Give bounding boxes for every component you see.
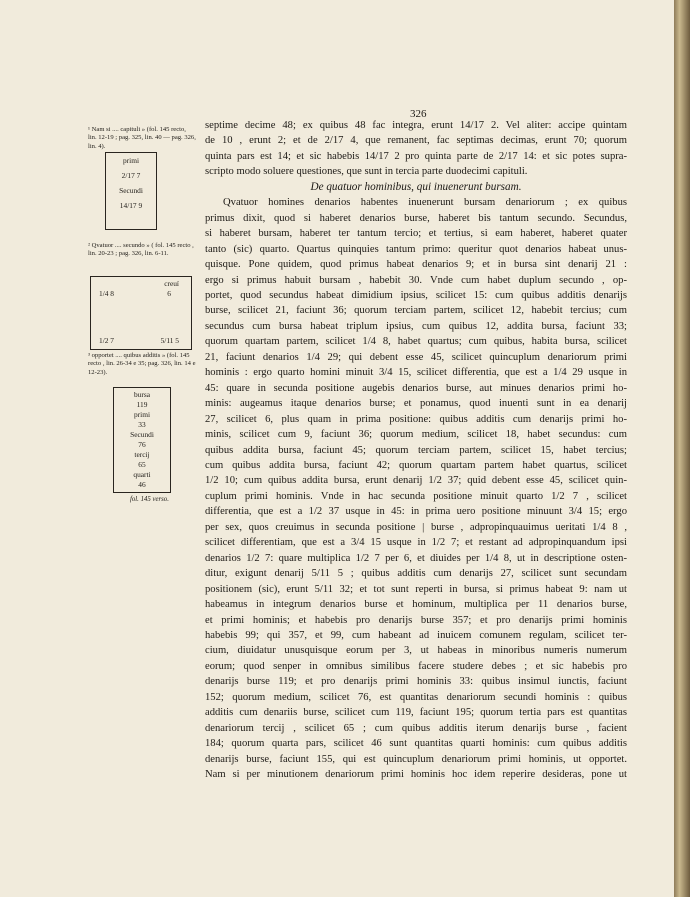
text-line: de 10 , erunt 2; et de 2/17 4, que remanent, fac septimas decimas, erunt 70; quorum xyxy=(205,135,627,147)
text-line: hominis : ergo quarto homini minuit 3/4 15, scilicet differentia, que est a 1/4 29 usque in xyxy=(205,367,627,379)
figure-caption: fol. 145 verso. xyxy=(130,496,169,503)
text-line: secundus cum bursa habeat triplum ipsius, cum quibus 12, addita bursa, faciunt 33; xyxy=(205,320,627,332)
text-line: per sex, quos creuimus in secunda positione | burse , adpropinquauimus ueritati 1/4 8 , xyxy=(205,521,627,533)
box2-label: creuí xyxy=(164,279,179,288)
text-line: denarios 1/2 7: quare multiplica 1/2 7 per 6, et diuides per 1/4 8, ut in descriptione osten- xyxy=(205,552,627,564)
text-line: eorum; quod senper in omnibus similibus facere studere debes ; et sic habebis pro xyxy=(205,660,627,672)
box3-entry: tercij xyxy=(134,450,150,459)
text-line: denariorum tercij , scilicet 65 ; cum quibus additis iterum denarijs burse , facient xyxy=(205,722,627,734)
text-line: ditur, exigunt denarij 5/11 5 ; quibus additis cum denarijs 27, scilicet sunt secundam xyxy=(205,568,627,580)
text-line: quorum quartam partem, scilicet 1/4 8, habet quartus; cum quibus, habita bursa, scilicet xyxy=(205,336,627,348)
text-line: scripto modo soluere questiones, que sunt in tercia parte duodecimi capituli. xyxy=(205,166,528,178)
text-line: 1/2 10; cum quibus addita bursa, erunt denarij 1/2 37; quid debent esse 45, scilicet quin- xyxy=(205,475,627,487)
text-line: 184; quorum quarta pars, scilicet 46 sunt quantitas quarti hominis: cum quibus additis xyxy=(205,738,627,750)
text-line: primus dixit, quod si haberet denarios burse, haberet bis tantum secundo. Secundus, xyxy=(205,212,627,224)
text-line: septime decime 48; ex quibus 48 fac integra, erunt 14/17 2. Vel aliter: accipe quintam xyxy=(205,120,627,131)
text-line: minis, scilicet cum 9, faciunt 36; quorum medium, scilicet 18, habet secundus: cum xyxy=(205,429,627,441)
box3-entry: 46 xyxy=(138,480,146,489)
paragraph-2 xyxy=(205,195,627,782)
margin-note-3: ³ opportet .... quibus additis » (fol. 145 recto , lin. 26-34 e 35; pag. 326, lin. 14 e 12-23). xyxy=(88,352,196,376)
box3-entry: primi xyxy=(133,410,150,419)
text-line: cium, diuidatur unusquisque eorum per 3, ut habeas in minoribus numeris numerum xyxy=(205,645,627,657)
margin-note-1: ¹ Nam si .... capituli » (fol. 145 recto, lin. 12-19 ; pag. 325, lin. 40 — pag. 326, lin. 4). xyxy=(88,126,196,150)
margin-box-2 xyxy=(90,276,192,350)
text-line: scilicet differentiam, que est a 3/4 15 usque in 1/2 7; et restant ad adpropinquandum ipsi xyxy=(205,537,627,549)
text-line: denarijs burse 119; et pro denarijs primi hominis 33: quibus insimul iunctis, faciunt xyxy=(205,676,627,688)
text-line: 27, scilicet 6, plus quam in prima positione: quibus additis cum denarijs primi ho- xyxy=(205,413,627,425)
text-line: burse, scilicet 21, faciunt 36; quorum terciam partem, scilicet 12, habebit tercius; cum xyxy=(205,305,627,317)
text-line: Qvatuor homines denarios habentes inuenerunt bursam denariorum ; ex quibus xyxy=(223,197,627,209)
box3-entry: 65 xyxy=(138,460,146,469)
box3-entry: 33 xyxy=(138,420,146,429)
text-line: positionem (sic), erunt 5/11 32; et tot sunt reperti in bursa, si primus habeat 9: nam ut xyxy=(205,583,627,595)
box3-entry: 119 xyxy=(136,400,148,409)
text-line: quinta pars est 14; et sic habebis 14/17 2 pro quinta parte de 2/17 14: et sic potes supra- xyxy=(205,150,627,162)
box1-label-secundi: Secundi xyxy=(119,186,143,195)
margin-box-1 xyxy=(105,152,157,230)
text-line: et primi hominis; et habebis pro denarijs burse 357; et pro denarijs primi hominis xyxy=(205,614,627,626)
text-line: 21, faciunt denarios 1/4 29; qui debent esse 45, scilicet quincuplum denariorum primi xyxy=(205,351,627,363)
margin-note-2: ² Qvatuor .... secundo » ( fol. 145 recto , lin. 20-23 ; pag. 326, lin. 6-11. xyxy=(88,242,194,258)
box1-value-2: 14/17 9 xyxy=(119,201,143,210)
box2-bottom-left: 1/2 7 xyxy=(99,336,114,345)
text-line: ergo si primus habuit bursam , habebit 30. Vnde cum habet duplum secundo , op- xyxy=(205,274,627,286)
text-line: habeamus in integrum denarios burse et hominum, multiplica per 11 denarios burse, xyxy=(205,599,627,611)
text-line: portet, quod secundus habeat dimidium ipsius, scilicet 15: cum quibus additis denarijs xyxy=(205,289,627,301)
text-line: quibus addita bursa, faciunt 45; quorum terciam partem, scilicet 15, habet tercius; xyxy=(205,444,627,456)
paragraph-1 xyxy=(205,118,627,180)
box2-bottom-right: 5/11 5 xyxy=(160,336,179,345)
text-line: denarijs burse, faciunt 155, qui est quincuplum denariorum primi hominis, ut opportet. xyxy=(205,753,627,765)
text-line: si haberet bursam, haberet ter tantum tercio; et tertius, si eam haberet, haberet quater xyxy=(205,228,627,240)
text-line: minis: augeamus itaque denarios burse; et ponamus, quod inuenti sunt in ea denarij xyxy=(205,398,627,410)
box3-entry: quarti xyxy=(133,470,151,479)
text-line: habebis 99; qui 357, et 99, cum habeant ad inuicem comunem regulam, scilicet ter- xyxy=(205,629,627,641)
box1-label-primi: primi xyxy=(122,156,139,165)
text-line: 45: quare in secunda positione augebis denarios burse, aut minues denarios primi ho- xyxy=(205,382,627,394)
box3-list xyxy=(114,388,170,490)
box2-top-left: 1/4 8 xyxy=(99,289,114,298)
box3-entry: bursa xyxy=(133,390,150,399)
book-binding-edge xyxy=(674,0,690,897)
box3-entry: Secundi xyxy=(130,430,154,439)
text-line: differentia, que est a 1/2 37 usque in 45: in prima uero positione minuunt 3/4 15; ergo xyxy=(205,506,627,518)
section-heading: De quatuor hominibus, qui inuenerunt bursam. xyxy=(310,180,522,193)
text-line: Nam si per minutionem denariorum primi hominis hoc idem reperire desideras, pone ut xyxy=(205,769,627,781)
box3-entry: 76 xyxy=(138,440,146,449)
text-line: 152; quorum medium, scilicet 76, est quantitas denariorum secundi hominis : quibus xyxy=(205,691,627,703)
box2-top-right: 6 xyxy=(167,289,171,298)
main-text xyxy=(205,118,627,782)
text-line: additis cum denariis burse, scilicet cum 119, faciunt 195; quorum tertia pars est quantitas xyxy=(205,707,627,719)
text-line: cum quibus addita bursa, faciunt 42; quorum quartam partem habet quartus, scilicet xyxy=(205,459,627,471)
text-line: cuplum primi hominis. Vnde in hac secunda positione minuit quarto 1/2 7 , scilicet xyxy=(205,490,627,502)
text-line: tanto (sic) quarto. Quartus quinquies tantum primo: queritur quot denarios habeat unus- xyxy=(205,243,627,255)
box1-value-1: 2/17 7 xyxy=(121,171,141,180)
page-number: 326 xyxy=(410,108,427,120)
margin-box-3 xyxy=(113,387,171,493)
text-line: quisque. Pone quidem, quod primus habeat denarios 9; et in bursa sint denarij 21 : xyxy=(205,259,627,271)
